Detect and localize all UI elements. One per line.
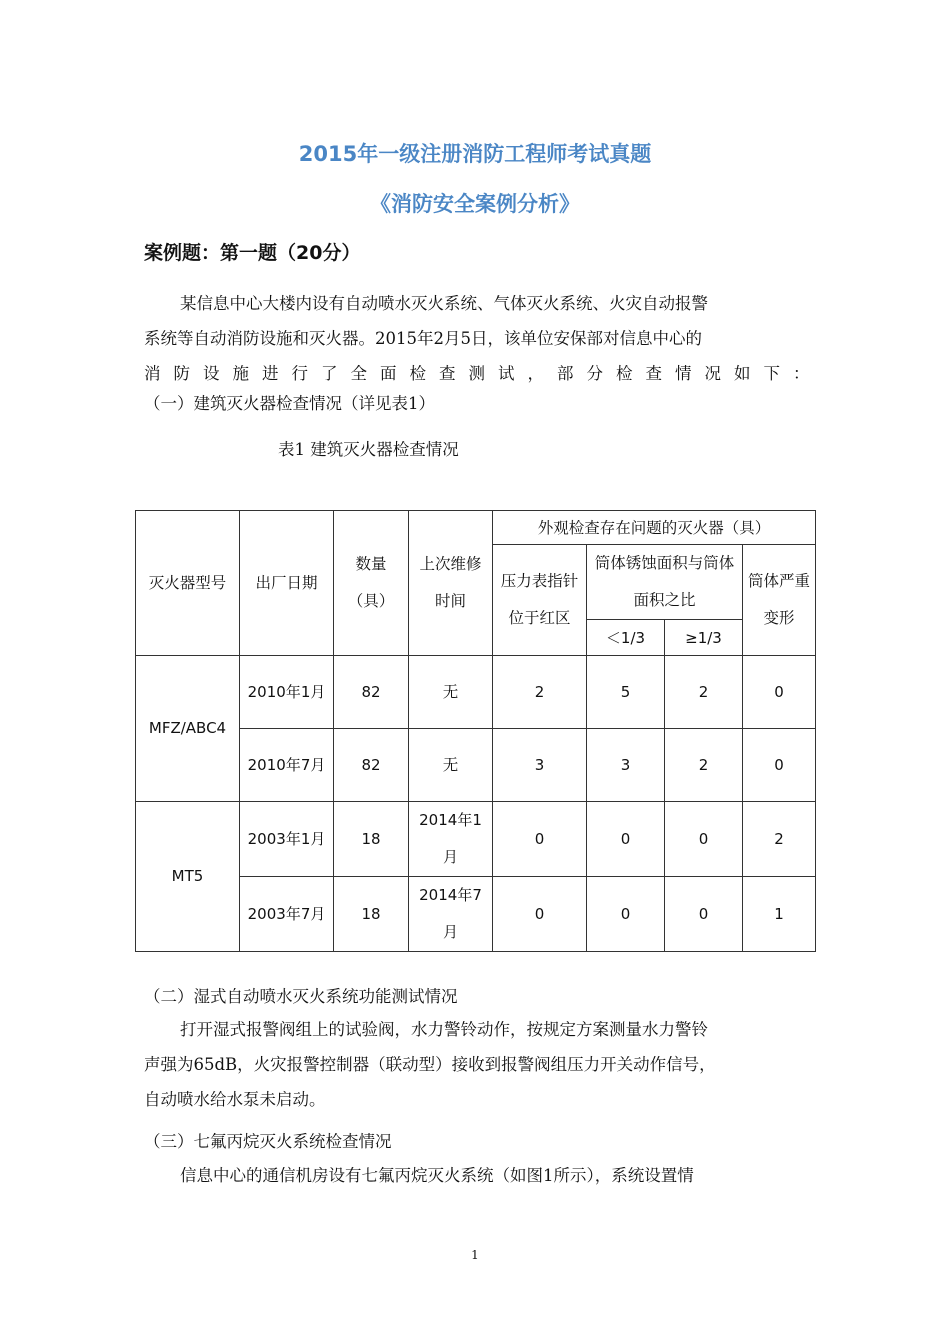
cell-repair: 2014年7月 (409, 877, 493, 952)
cell-corrosion-lt: 0 (587, 877, 665, 952)
extinguisher-table (135, 510, 816, 952)
cell-qty: 82 (334, 729, 409, 802)
intro-line-1: 某信息中心大楼内设有自动喷水灭火系统、气体灭火系统、火灾自动报警 (180, 294, 708, 313)
cell-deform: 2 (743, 802, 816, 877)
section2-line-3: 自动喷水给水泵未启动。 (144, 1090, 326, 1109)
cell-corrosion-ge: 0 (665, 802, 743, 877)
cell-qty: 18 (334, 802, 409, 877)
cell-repair: 无 (409, 729, 493, 802)
section2 (144, 982, 806, 1117)
intro-paragraph (144, 286, 823, 417)
cell-date: 2010年1月 (240, 656, 334, 729)
cell-corrosion-ge: 2 (665, 656, 743, 729)
cell-corrosion-ge: 2 (665, 729, 743, 802)
cell-corrosion-lt: 0 (587, 802, 665, 877)
header-corrosion-lt: ＜1/3 (587, 620, 665, 656)
document-title: 2015年一级注册消防工程师考试真题 (298, 142, 652, 166)
intro-line-2: 系统等自动消防设施和灭火器。2015年2月5日，该单位安保部对信息中心的 (144, 329, 702, 348)
page-number: 1 (471, 1248, 479, 1262)
case-heading: 案例题：第一题（20分） (144, 242, 361, 264)
section1-title: （一）建筑灭火器检查情况（详见表1） (144, 394, 435, 413)
section2-line-1: 打开湿式报警阀组上的试验阀，水力警铃动作，按规定方案测量水力警铃 (180, 1020, 708, 1039)
cell-pressure: 3 (493, 729, 587, 802)
header-deform: 筒体严重变形 (743, 545, 816, 656)
cell-date: 2003年1月 (240, 802, 334, 877)
cell-corrosion-lt: 5 (587, 656, 665, 729)
cell-repair: 无 (409, 656, 493, 729)
cell-pressure: 2 (493, 656, 587, 729)
cell-deform: 1 (743, 877, 816, 952)
header-corrosion: 筒体锈蚀面积与筒体面积之比 (587, 545, 743, 620)
cell-date: 2003年7月 (240, 877, 334, 952)
cell-deform: 0 (743, 729, 816, 802)
header-date: 出厂日期 (240, 511, 334, 656)
header-repair: 上次维修时间 (409, 511, 493, 656)
header-pressure: 压力表指针位于红区 (493, 545, 587, 656)
header-model: 灭火器型号 (136, 511, 240, 656)
section3-line-1: 信息中心的通信机房设有七氟丙烷灭火系统（如图1所示），系统设置情 (180, 1166, 694, 1185)
section3-title: （三）七氟丙烷灭火系统检查情况 (144, 1132, 392, 1151)
cell-pressure: 0 (493, 802, 587, 877)
cell-deform: 0 (743, 656, 816, 729)
cell-pressure: 0 (493, 877, 587, 952)
header-qty: 数量（具） (334, 511, 409, 656)
table-row (136, 656, 816, 729)
cell-qty: 82 (334, 656, 409, 729)
cell-date: 2010年7月 (240, 729, 334, 802)
intro-line-3: 消防设施进行了全面检查测试，部分检查情况如下： (144, 364, 823, 383)
cell-qty: 18 (334, 877, 409, 952)
header-corrosion-ge: ≥1/3 (665, 620, 743, 656)
table-caption: 表1 建筑灭火器检查情况 (278, 440, 459, 459)
table-row (136, 802, 816, 877)
cell-model: MT5 (136, 802, 240, 952)
section3 (144, 1126, 806, 1193)
section2-line-2: 声强为65dB，火灾报警控制器（联动型）接收到报警阀组压力开关动作信号， (144, 1055, 716, 1074)
cell-corrosion-ge: 0 (665, 877, 743, 952)
document-subtitle: 《消防安全案例分析》 (370, 192, 580, 216)
header-defect-group: 外观检查存在问题的灭火器（具） (493, 511, 816, 545)
cell-model: MFZ/ABC4 (136, 656, 240, 802)
cell-corrosion-lt: 3 (587, 729, 665, 802)
cell-repair: 2014年1月 (409, 802, 493, 877)
section2-title: （二）湿式自动喷水灭火系统功能测试情况 (144, 987, 458, 1006)
